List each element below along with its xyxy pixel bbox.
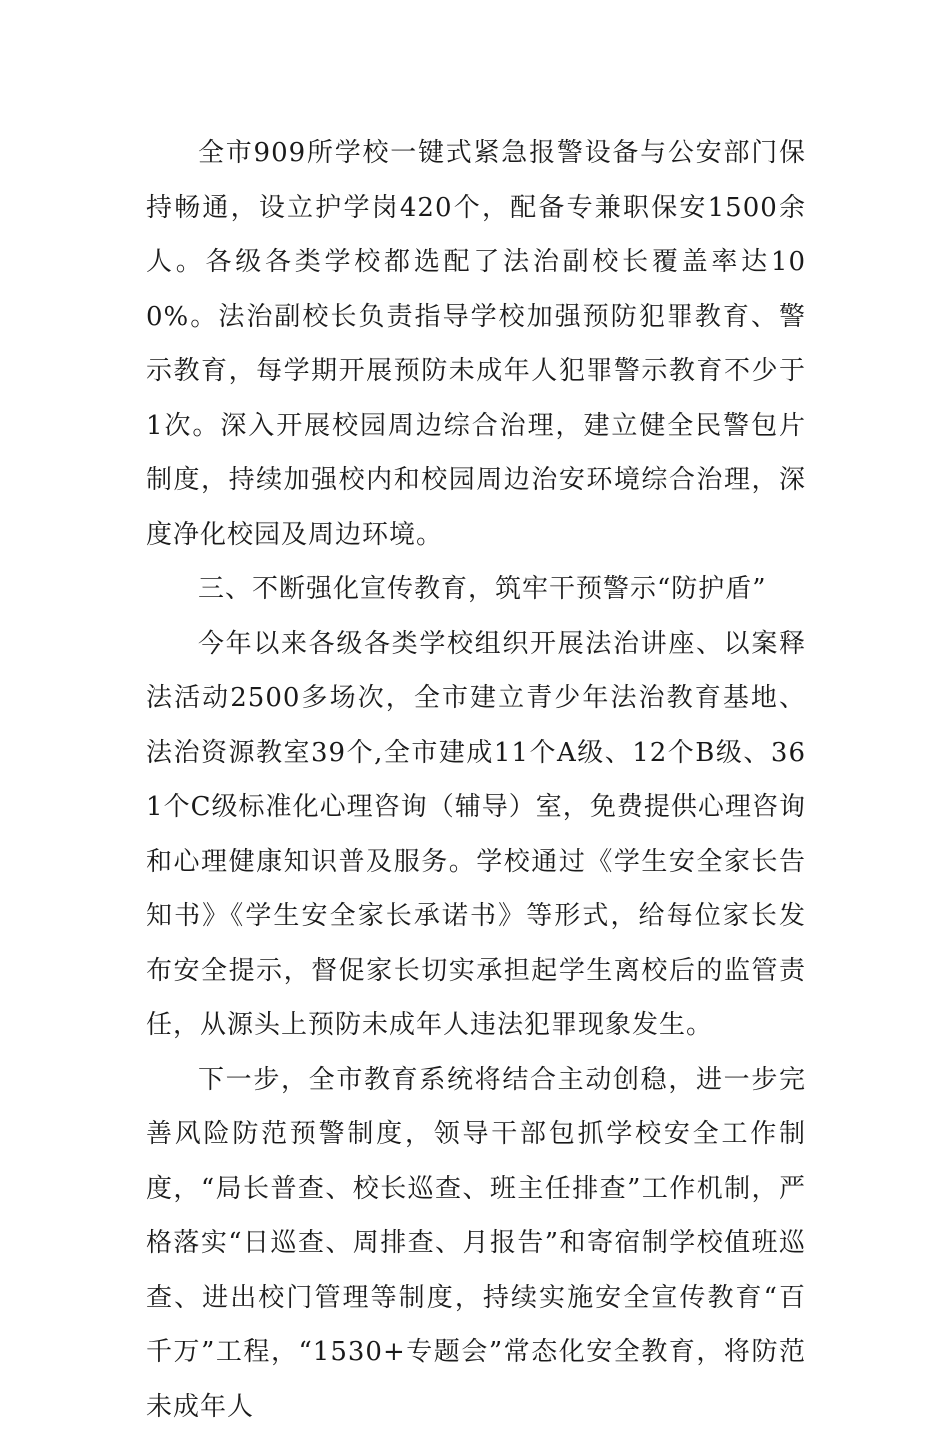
paragraph-legal-education: 今年以来各级各类学校组织开展法治讲座、以案释法活动2500多场次，全市建立青少年法治教育基地、法治资源教室39个,全市建成11个A级、12个B级、361个C级标准化心理咨询（辅导）室，免费提供心理咨询和心理健康知识普及服务。学校通过《学生安全家长告知书》《学生安全家长承诺书》等形式，给每位家长发布安全提示，督促家长切实承担起学生离校后的监管责任，从源头上预防未成年人违法犯罪现象发生。 <box>146 617 806 1053</box>
section-heading-three: 三、不断强化宣传教育，筑牢干预警示“防护盾” <box>146 562 806 617</box>
paragraph-campus-security: 全市909所学校一键式紧急报警设备与公安部门保持畅通，设立护学岗420个，配备专兼职保安1500余人。各级各类学校都选配了法治副校长覆盖率达100%。法治副校长负责指导学校加强预防犯罪教育、警示教育，每学期开展预防未成年人犯罪警示教育不少于1次。深入开展校园周边综合治理，建立健全民警包片制度，持续加强校内和校园周边治安环境综合治理，深度净化校园及周边环境。 <box>146 126 806 562</box>
paragraph-next-steps: 下一步，全市教育系统将结合主动创稳，进一步完善风险防范预警制度，领导干部包抓学校安全工作制度，“局长普查、校长巡查、班主任排查”工作机制，严格落实“日巡查、周排查、月报告”和寄宿制学校值班巡查、进出校门管理等制度，持续实施安全宣传教育“百千万”工程，“1530+专题会”常态化安全教育，将防范未成年人 <box>146 1053 806 1434</box>
document-body <box>146 126 806 1434</box>
